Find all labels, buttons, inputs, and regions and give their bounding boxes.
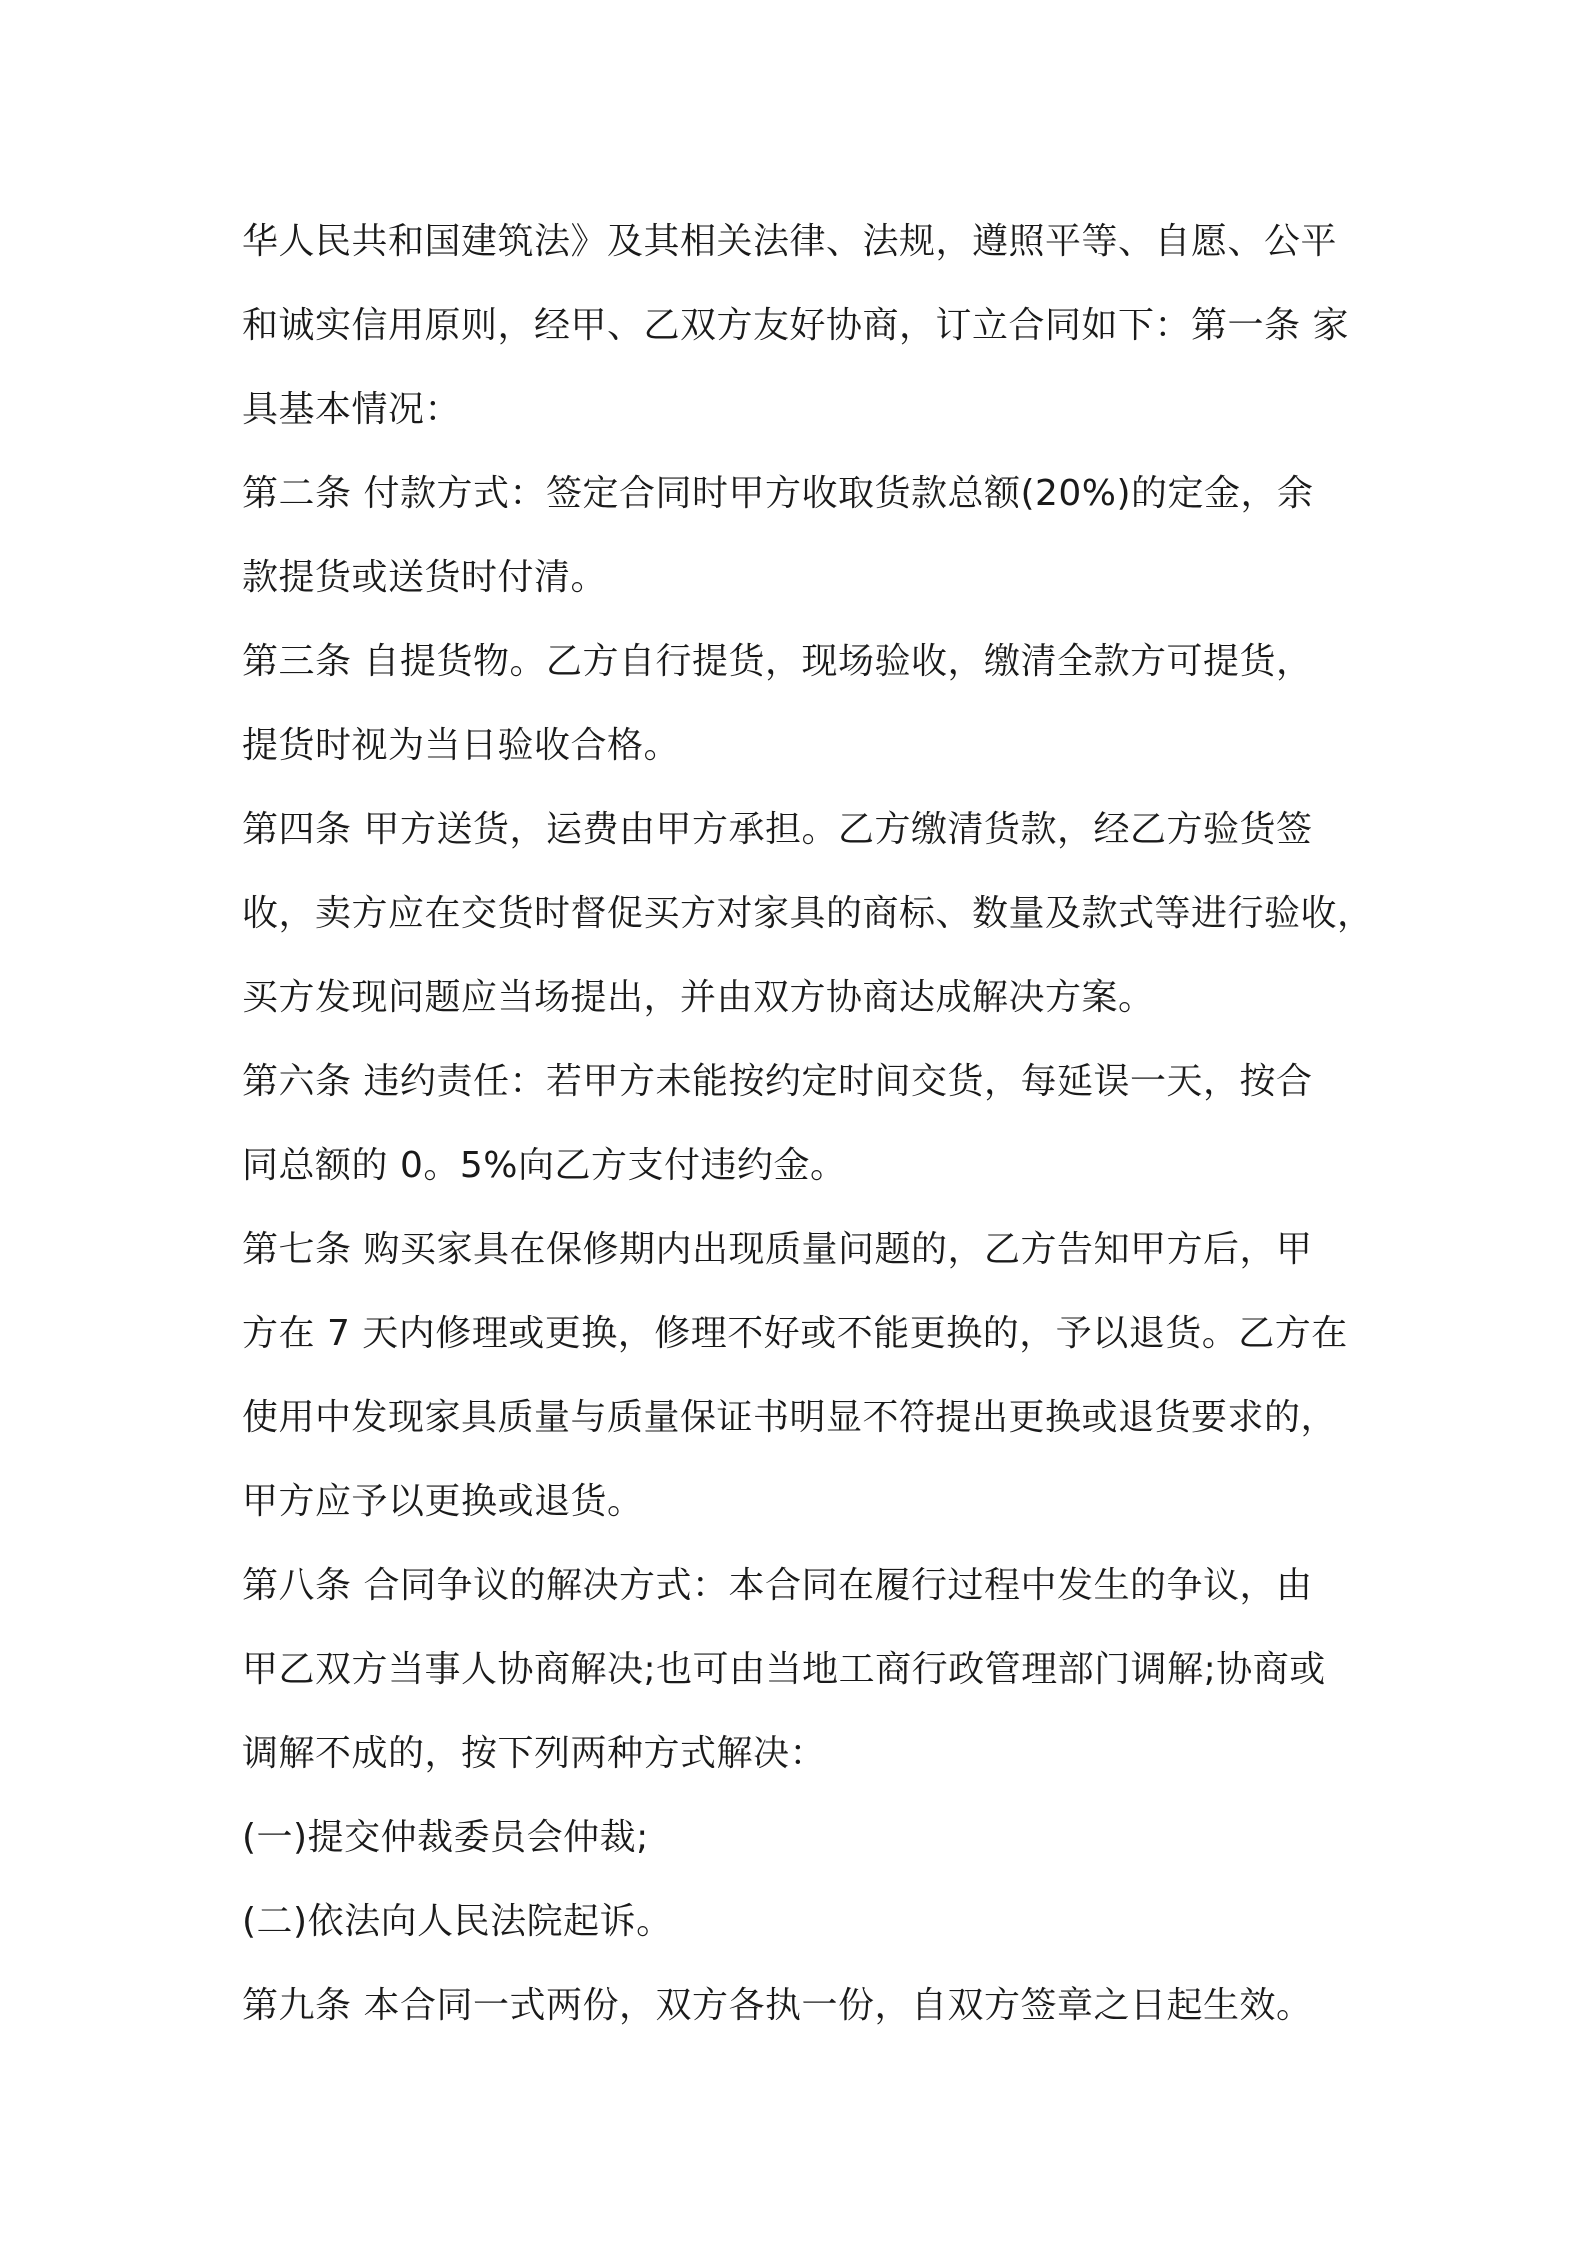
paragraph-article-6 <box>242 1040 1360 1208</box>
paragraph-preamble <box>242 200 1360 452</box>
text-line: 提货时视为当日验收合格。 <box>242 725 681 766</box>
text-line: 第三条 自提货物。乙方自行提货，现场验收，缴清全款方可提货， <box>242 641 1313 682</box>
paragraph-article-2 <box>242 452 1360 620</box>
text-line: 收，卖方应在交货时督促买方对家具的商标、数量及款式等进行验收， <box>242 893 1374 934</box>
text-line: 款提货或送货时付清。 <box>242 557 608 598</box>
text-line: 和诚实信用原则，经甲、乙双方友好协商，订立合同如下：第一条 家 <box>242 305 1349 346</box>
text-line: 第六条 违约责任：若甲方未能按约定时间交货，每延误一天，按合 <box>242 1061 1313 1102</box>
text-line: 第四条 甲方送货，运费由甲方承担。乙方缴清货款，经乙方验货签 <box>242 809 1313 850</box>
text-line: 具基本情况： <box>242 389 462 430</box>
paragraph-option-2 <box>242 1880 1360 1964</box>
paragraph-option-1 <box>242 1796 1360 1880</box>
text-line: 第九条 本合同一式两份，双方各执一份，自双方签章之日起生效。 <box>242 1985 1313 2026</box>
text-line: 调解不成的，按下列两种方式解决： <box>242 1733 827 1774</box>
paragraph-article-3 <box>242 620 1360 788</box>
text-line: 华人民共和国建筑法》及其相关法律、法规，遵照平等、自愿、公平 <box>242 221 1338 262</box>
text-line: (二)依法向人民法院起诉。 <box>242 1901 673 1942</box>
paragraph-article-8 <box>242 1544 1360 1796</box>
text-line: 使用中发现家具质量与质量保证书明显不符提出更换或退货要求的， <box>242 1397 1338 1438</box>
text-line: 方在 7 天内修理或更换，修理不好或不能更换的，予以退货。乙方在 <box>242 1313 1348 1354</box>
text-line: 甲方应予以更换或退货。 <box>242 1481 644 1522</box>
text-line: 第七条 购买家具在保修期内出现质量问题的，乙方告知甲方后，甲 <box>242 1229 1313 1270</box>
paragraph-article-7 <box>242 1208 1360 1544</box>
paragraph-article-4 <box>242 788 1374 1040</box>
text-line: (一)提交仲裁委员会仲裁; <box>242 1817 649 1858</box>
text-line: 第八条 合同争议的解决方式：本合同在履行过程中发生的争议，由 <box>242 1565 1313 1606</box>
text-line: 买方发现问题应当场提出，并由双方协商达成解决方案。 <box>242 977 1155 1018</box>
document-body <box>242 200 1374 2048</box>
text-line: 第二条 付款方式：签定合同时甲方收取货款总额(20%)的定金，余 <box>242 473 1314 514</box>
text-line: 同总额的 0。5%向乙方支付违约金。 <box>242 1145 847 1186</box>
text-line: 甲乙双方当事人协商解决;也可由当地工商行政管理部门调解;协商或 <box>242 1649 1326 1690</box>
paragraph-article-9 <box>242 1964 1360 2048</box>
